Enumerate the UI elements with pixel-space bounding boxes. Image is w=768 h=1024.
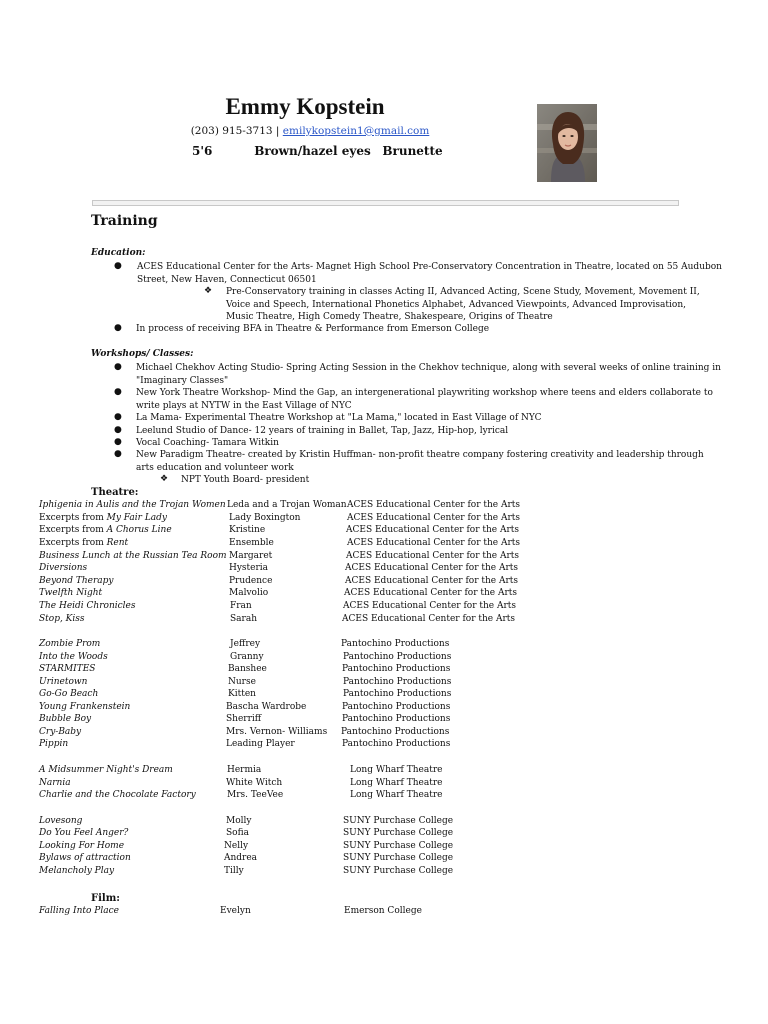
- list-item: In process of receiving BFA in Theatre & Performance from Emerson College: [136, 324, 490, 334]
- list-item: ACES Educational Center for the Arts- Magnet High School Pre-Conservatory Concentration in Theatre, located on 55 Audubon Street, New Haven, Connecticut 06501: [137, 262, 722, 285]
- credit-venue: SUNY Purchase College: [343, 816, 454, 826]
- list-item: NPT Youth Board- president: [181, 475, 310, 485]
- credit-title: [39, 790, 196, 800]
- credit-role: Granny: [230, 652, 264, 662]
- header-divider: [92, 200, 679, 206]
- production-title: Bubble Boy: [39, 714, 92, 724]
- credit-title: [39, 525, 172, 535]
- production-title: Twelfth Night: [39, 588, 103, 598]
- credit-role: Sarah: [230, 614, 257, 624]
- production-title: Pippin: [39, 739, 69, 749]
- production-title: STARMITES: [39, 664, 96, 674]
- credit-venue: ACES Educational Center for the Arts: [346, 551, 519, 561]
- list-item: Pre-Conservatory training in classes Acting II, Advanced Acting, Scene Study, Movement, Movement II, Voice and Speech, International Phonetics Alphabet, Advanced Viewpoints, Advanced Improvisation, Music Theatre, High Comedy Theatre, Shakespeare, Origins of Theatre: [226, 287, 700, 322]
- bullet-icon: ●: [114, 437, 122, 447]
- phone-number: (203) 915-3713 |: [190, 125, 280, 137]
- credit-role: Kristine: [229, 525, 266, 535]
- credit-title: [39, 639, 100, 649]
- education-label: Education:: [91, 248, 146, 258]
- production-title: Into the Woods: [39, 652, 108, 662]
- production-title: The Heidi Chronicles: [39, 601, 136, 611]
- production-title: Diversions: [39, 563, 88, 573]
- credit-title: [39, 538, 128, 548]
- credit-venue: SUNY Purchase College: [343, 866, 454, 876]
- credit-title: [39, 816, 82, 826]
- credit-role: Ensemble: [229, 538, 274, 548]
- physical-stats: [192, 144, 443, 158]
- production-title: Go-Go Beach: [39, 689, 99, 699]
- diamond-bullet-icon: ❖: [160, 474, 169, 484]
- credit-venue: Long Wharf Theatre: [350, 765, 443, 775]
- bullet-icon: ●: [114, 425, 122, 435]
- bullet-icon: ●: [114, 387, 122, 397]
- credit-venue: ACES Educational Center for the Arts: [345, 576, 518, 586]
- production-title: A Midsummer Night's Dream: [39, 765, 173, 775]
- credit-role: Sherriff: [226, 714, 262, 724]
- hair-stat: Brunette: [382, 144, 443, 158]
- credit-role: White Witch: [226, 778, 283, 788]
- credit-venue: ACES Educational Center for the Arts: [346, 525, 519, 535]
- list-item: Leelund Studio of Dance- 12 years of training in Ballet, Tap, Jazz, Hip-hop, lyrical: [136, 426, 509, 436]
- credit-role: Andrea: [224, 853, 258, 863]
- theatre-heading: Theatre:: [91, 487, 139, 498]
- credit-role: Mrs. TeeVee: [227, 790, 284, 800]
- credit-title: [39, 513, 167, 523]
- production-title: Cry-Baby: [39, 727, 82, 737]
- credit-role: Kitten: [228, 689, 256, 699]
- credit-prefix: Excerpts from: [39, 513, 107, 523]
- credit-title: [39, 714, 91, 724]
- credit-role: Fran: [230, 601, 252, 611]
- credit-title: [39, 677, 87, 687]
- credit-venue: SUNY Purchase College: [343, 841, 454, 851]
- list-item: Michael Chekhov Acting Studio- Spring Acting Session in the Chekhov technique, along with several weeks of online training in "Imaginary Classes": [136, 363, 721, 386]
- credit-venue: Pantochino Productions: [343, 689, 452, 699]
- eyes-stat: Brown/hazel eyes: [254, 144, 371, 158]
- bullet-icon: ●: [114, 449, 122, 459]
- production-title: Young Frankenstein: [39, 702, 131, 712]
- list-item: Vocal Coaching- Tamara Witkin: [136, 438, 279, 448]
- bullet-icon: ●: [114, 362, 122, 372]
- list-item: New Paradigm Theatre- created by Kristin Huffman- non-profit theatre company fostering creativity and leadership through arts education and volunteer work: [136, 450, 704, 473]
- production-title: Rent: [106, 538, 129, 548]
- production-title: Zombie Prom: [39, 639, 101, 649]
- workshops-label: Workshops/ Classes:: [91, 349, 194, 359]
- production-title: Lovesong: [39, 816, 83, 826]
- production-title: Charlie and the Chocolate Factory: [39, 790, 196, 800]
- credit-title: [39, 778, 71, 788]
- resume-name: Emmy Kopstein: [225, 94, 385, 119]
- diamond-bullet-icon: ❖: [204, 286, 213, 296]
- credit-prefix: Excerpts from: [39, 525, 107, 535]
- credit-venue: Pantochino Productions: [341, 727, 450, 737]
- credit-role: Nelly: [224, 841, 249, 851]
- credit-role: Sofia: [226, 828, 249, 838]
- credit-title: [39, 906, 119, 916]
- credit-role: Bascha Wardrobe: [226, 702, 307, 712]
- credit-role: Prudence: [229, 576, 273, 586]
- credit-role: Leading Player: [226, 739, 295, 749]
- credit-venue: Pantochino Productions: [342, 739, 451, 749]
- list-item: New York Theatre Workshop- Mind the Gap, an intergenerational playwriting workshop where teens and elders collaborate to write plays at NYTW in the East Village of NYC: [136, 388, 713, 411]
- credit-title: [39, 500, 226, 510]
- credit-venue: ACES Educational Center for the Arts: [344, 588, 517, 598]
- production-title: Do You Feel Anger?: [39, 828, 129, 838]
- credit-role: Margaret: [229, 551, 273, 561]
- credit-title: [39, 588, 102, 598]
- credit-title: [39, 841, 124, 851]
- credit-title: [39, 652, 108, 662]
- credit-venue: SUNY Purchase College: [343, 853, 454, 863]
- credit-title: [39, 702, 130, 712]
- credit-role: Molly: [226, 816, 252, 826]
- credit-venue: Emerson College: [344, 906, 422, 916]
- credit-role: Lady Boxington: [229, 513, 301, 523]
- credit-title: [39, 828, 128, 838]
- credit-venue: Long Wharf Theatre: [350, 790, 443, 800]
- credit-venue: ACES Educational Center for the Arts: [347, 500, 520, 510]
- production-title: Business Lunch at the Russian Tea Room: [39, 551, 227, 561]
- height-stat: 5'6: [192, 144, 213, 158]
- credit-title: [39, 614, 85, 624]
- credit-role: Malvolio: [229, 588, 269, 598]
- production-title: My Fair Lady: [106, 513, 168, 523]
- credit-title: [39, 689, 98, 699]
- production-title: Falling Into Place: [39, 906, 119, 916]
- credit-title: [39, 765, 173, 775]
- credit-venue: Pantochino Productions: [341, 639, 450, 649]
- credit-title: [39, 601, 135, 611]
- credit-venue: SUNY Purchase College: [343, 828, 454, 838]
- film-heading: Film:: [91, 893, 120, 904]
- credit-venue: ACES Educational Center for the Arts: [342, 614, 515, 624]
- credit-venue: ACES Educational Center for the Arts: [343, 601, 516, 611]
- credit-title: [39, 563, 87, 573]
- production-title: Urinetown: [39, 677, 88, 687]
- credit-venue: ACES Educational Center for the Arts: [347, 513, 520, 523]
- bullet-icon: ●: [114, 261, 122, 271]
- credit-venue: Pantochino Productions: [343, 677, 452, 687]
- credit-venue: Pantochino Productions: [342, 664, 451, 674]
- credit-venue: Long Wharf Theatre: [350, 778, 443, 788]
- credit-venue: Pantochino Productions: [342, 702, 451, 712]
- credit-venue: ACES Educational Center for the Arts: [347, 538, 520, 548]
- credit-title: [39, 739, 68, 749]
- credit-venue: Pantochino Productions: [342, 714, 451, 724]
- production-title: Bylaws of attraction: [39, 853, 131, 863]
- credit-role: Tilly: [224, 866, 244, 876]
- credit-role: Banshee: [228, 664, 267, 674]
- list-item: La Mama- Experimental Theatre Workshop at "La Mama," located in East Village of NYC: [136, 413, 542, 423]
- credit-prefix: Excerpts from: [39, 538, 107, 548]
- bullet-icon: ●: [114, 412, 122, 422]
- credit-role: Leda and a Trojan Woman: [227, 500, 347, 510]
- credit-title: [39, 576, 114, 586]
- credit-title: [39, 727, 81, 737]
- credit-title: [39, 551, 227, 561]
- production-title: A Chorus Line: [106, 525, 172, 535]
- credit-title: [39, 853, 131, 863]
- credit-role: Mrs. Vernon- Williams: [226, 727, 328, 737]
- email-link[interactable]: emilykopstein1@gmail.com: [282, 125, 430, 137]
- credit-role: Nurse: [228, 677, 256, 687]
- credit-role: Jeffrey: [230, 639, 261, 649]
- production-title: Melancholy Play: [39, 866, 115, 876]
- contact-line: [0, 125, 620, 137]
- credit-venue: Pantochino Productions: [343, 652, 452, 662]
- production-title: Stop, Kiss: [39, 614, 85, 624]
- credit-role: Hysteria: [229, 563, 269, 573]
- headshot-photo: [537, 104, 597, 182]
- credit-title: [39, 664, 95, 674]
- production-title: Looking For Home: [39, 841, 125, 851]
- bullet-icon: ●: [114, 323, 122, 333]
- credit-title: [39, 866, 114, 876]
- credit-role: Hermia: [227, 765, 262, 775]
- production-title: Beyond Therapy: [39, 576, 114, 586]
- production-title: Narnia: [39, 778, 71, 788]
- training-heading: Training: [91, 213, 158, 229]
- credit-role: Evelyn: [220, 906, 251, 916]
- production-title: Iphigenia in Aulis and the Trojan Women: [39, 500, 226, 510]
- credit-venue: ACES Educational Center for the Arts: [345, 563, 518, 573]
